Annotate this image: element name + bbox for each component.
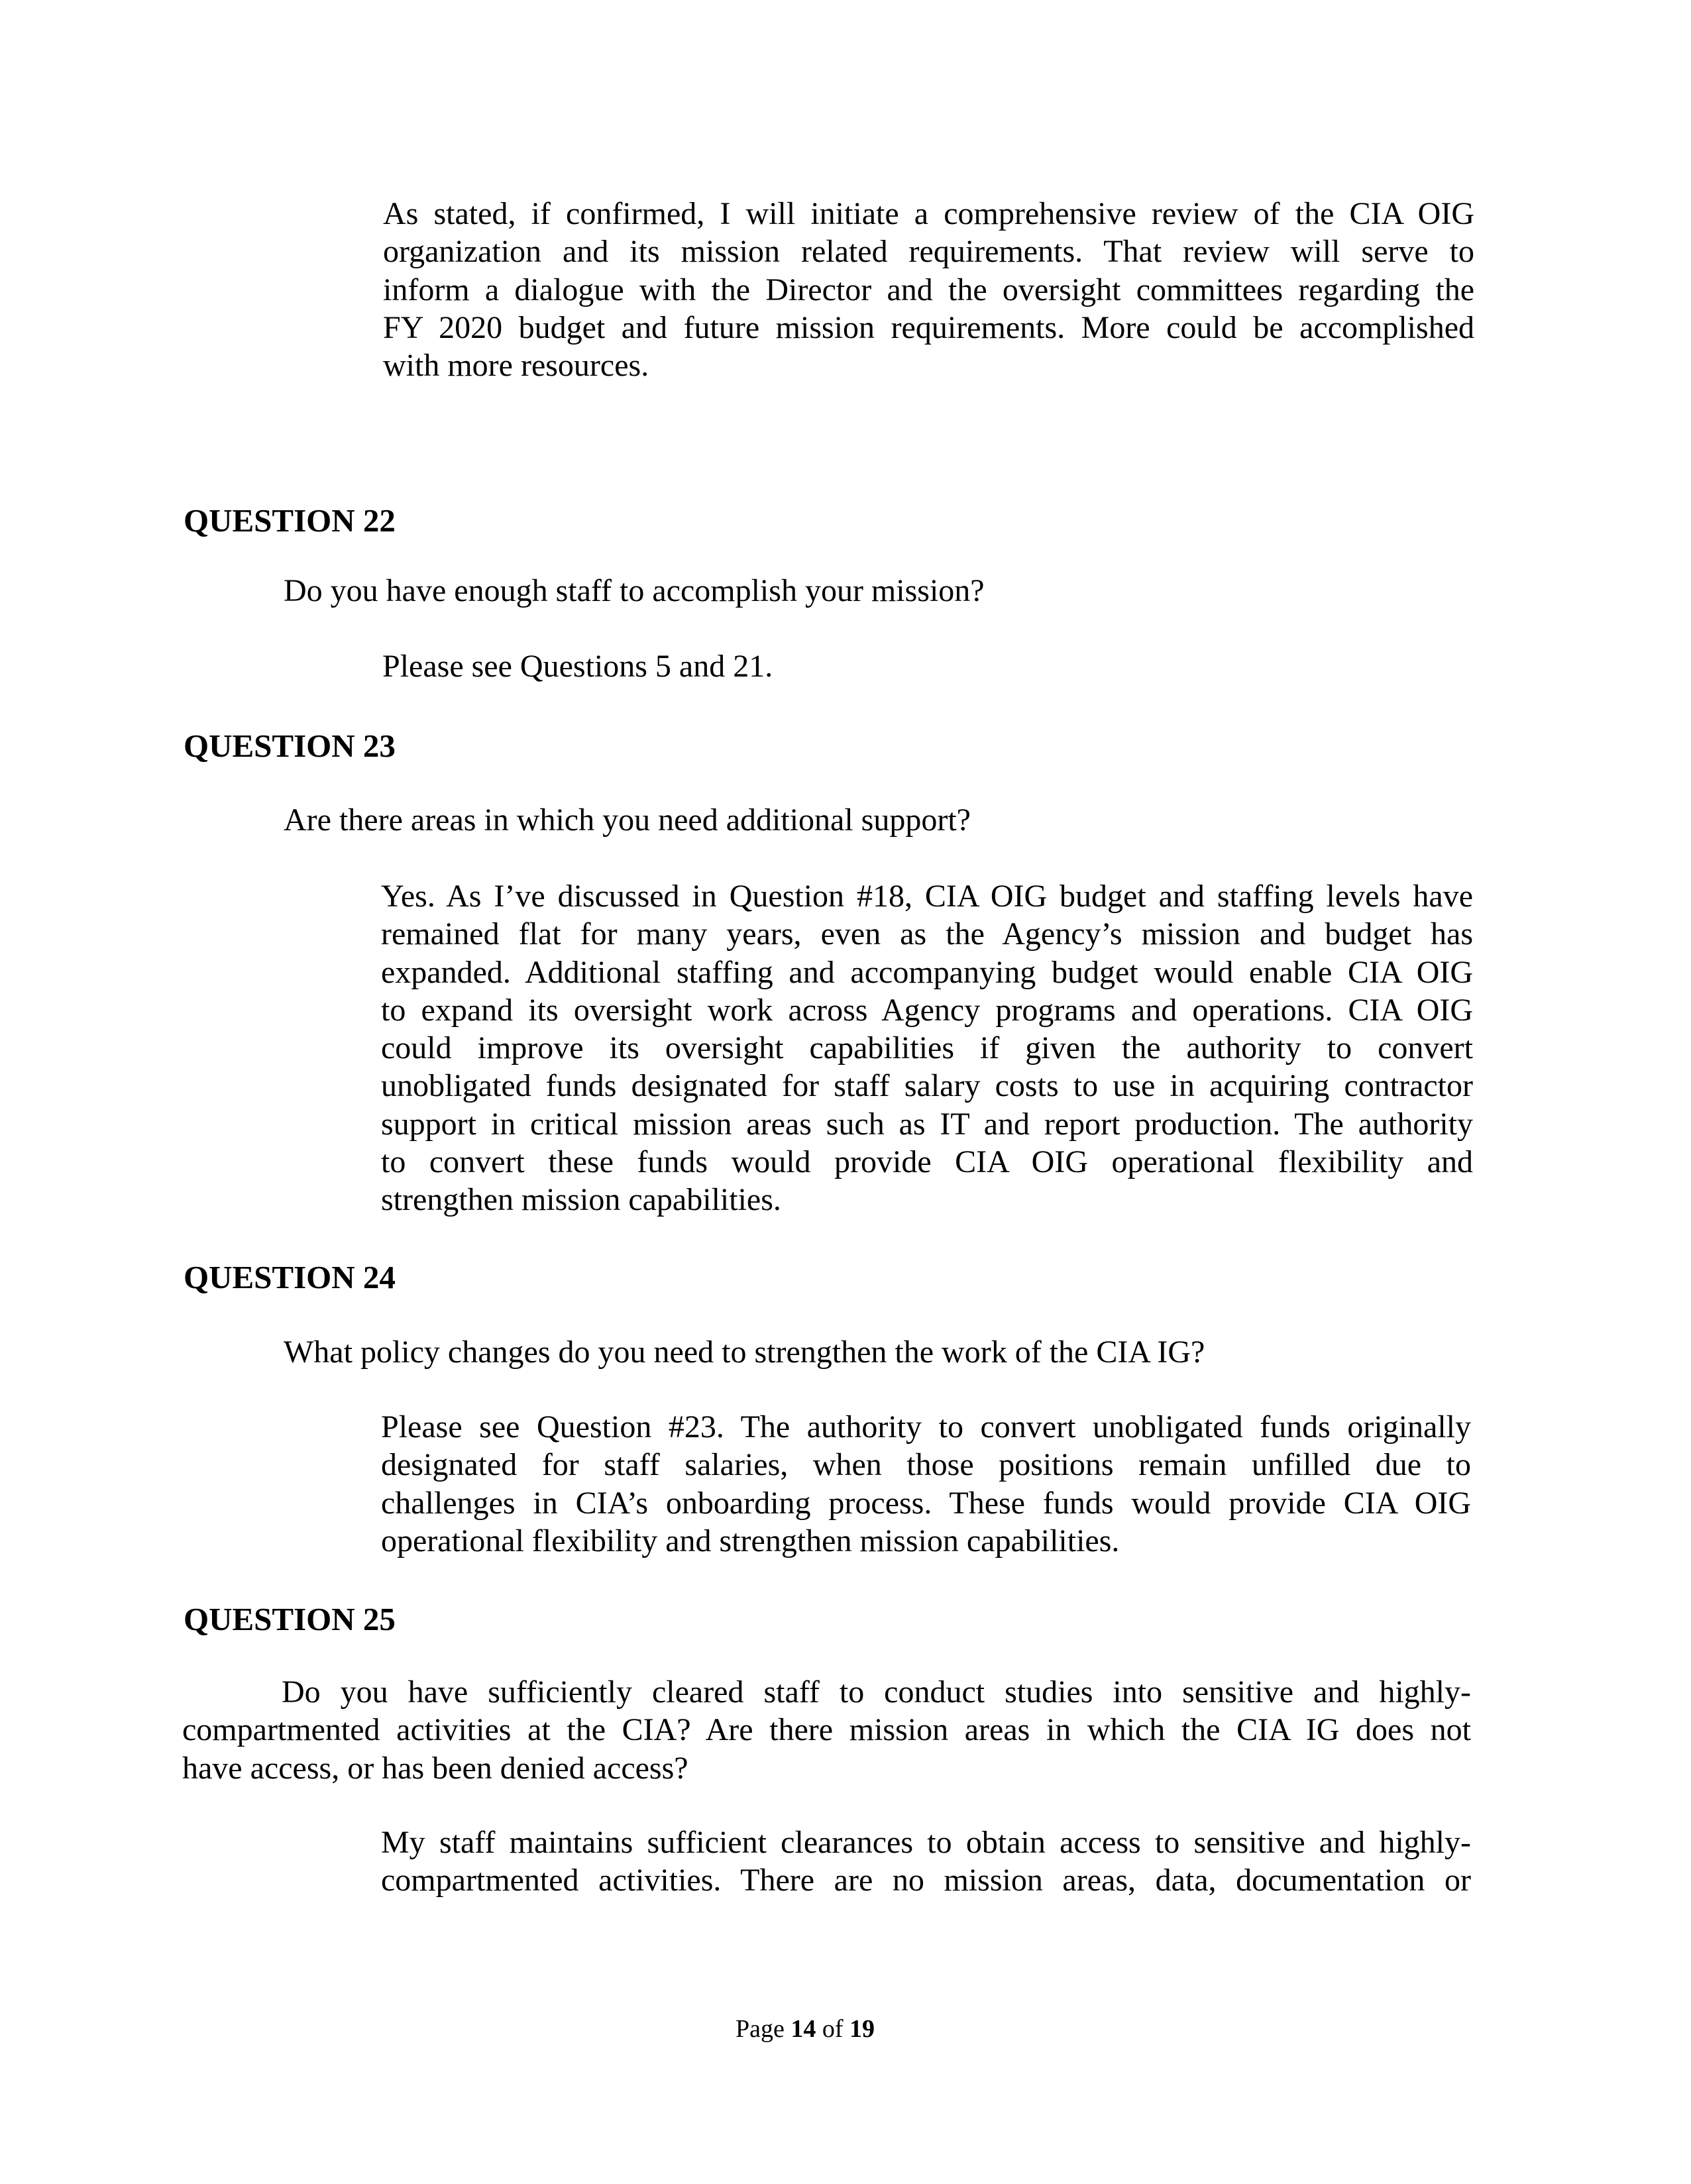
question-22-text [284,572,985,610]
text-line: Do you have sufficiently cleared staff to conduct studies into sensitive and highly- [282,1674,1471,1710]
text-line: compartmented activities. There are no mission areas, data, documentation or [381,1863,1471,1898]
page-number-footer [736,2014,875,2044]
text-line: to expand its oversight work across Agency programs and operations. CIA OIG [381,992,1473,1028]
question-22-heading: QUESTION 22 [184,502,396,539]
current-page-number: 14 [791,2015,816,2043]
question-25-heading: QUESTION 25 [184,1601,396,1637]
answer-q21-continued [383,195,1474,384]
text-line: operational flexibility and strengthen mission capabilities. [381,1523,1120,1558]
text-line: Please see Question #23. The authority to convert unobligated funds originally [381,1409,1471,1445]
question-24-answer [381,1408,1471,1560]
text-line: strengthen mission capabilities. [381,1182,781,1218]
text-line: What policy changes do you need to strengthen the work of the CIA IG? [284,1335,1205,1370]
question-23-answer [381,877,1473,1219]
text-line: Are there areas in which you need additional support? [284,802,971,838]
question-24-heading: QUESTION 24 [184,1259,396,1295]
total-pages-number: 19 [849,2015,875,2043]
question-25-answer [381,1824,1471,1900]
text-line: have access, or has been denied access? [182,1750,688,1786]
text-line: organization and its mission related requirements. That review will serve to [383,234,1474,270]
text-line: FY 2020 budget and future mission requirements. More could be accomplished [383,309,1474,345]
text-line: unobligated funds designated for staff salary costs to use in acquiring contractor [381,1068,1473,1104]
text-line: Yes. As I’ve discussed in Question #18, CIA OIG budget and staffing levels have [381,879,1473,914]
text-line: As stated, if confirmed, I will initiate a comprehensive review of the CIA OIG [383,196,1474,231]
text-line: designated for staff salaries, when those positions remain unfilled due to [381,1447,1471,1483]
text-line: remained flat for many years, even as the Agency’s mission and budget has [381,916,1473,952]
text-line: challenges in CIA’s onboarding process. These funds would provide CIA OIG [381,1485,1471,1521]
text-line: could improve its oversight capabilities if given the authority to convert [381,1030,1473,1066]
page-label: Page [736,2015,785,2043]
question-22-answer [382,647,773,685]
text-line: to convert these funds would provide CIA OIG operational flexibility and [381,1144,1473,1180]
question-24-text [284,1333,1205,1371]
text-line: with more resources. [383,348,649,384]
text-line: My staff maintains sufficient clearances to obtain access to sensitive and highly- [381,1825,1471,1860]
text-line: expanded. Additional staffing and accompanying budget would enable CIA OIG [381,954,1473,990]
of-label: of [822,2015,844,2043]
text-line: inform a dialogue with the Director and the oversight committees regarding the [383,272,1474,307]
text-line: compartmented activities at the CIA? Are there mission areas in which the CIA IG does not [182,1712,1471,1748]
text-line: Please see Questions 5 and 21. [382,649,773,684]
question-25-text [182,1673,1471,1787]
text-line: Do you have enough staff to accomplish your mission? [284,573,985,608]
question-23-text [284,801,971,839]
text-line: support in critical mission areas such as IT and report production. The authority [381,1106,1473,1142]
question-23-heading: QUESTION 23 [184,728,396,764]
